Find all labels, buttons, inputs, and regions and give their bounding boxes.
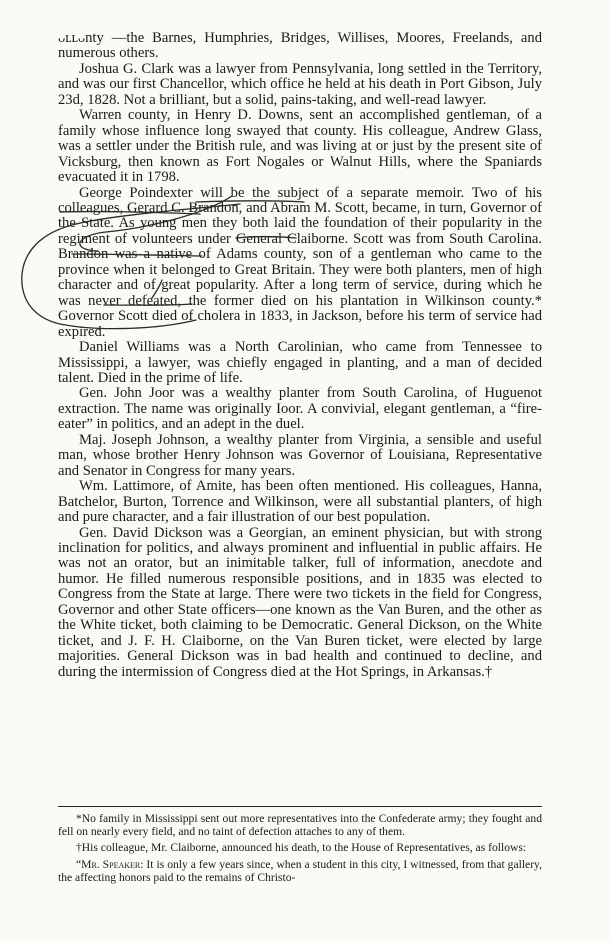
footnote-quote-speaker: “Mr. Speaker: <box>76 857 144 871</box>
footnote-divider <box>58 806 542 807</box>
footnote-quote-text: It is only a few years since, when a student in this city, I witnessed, from that gallery, the affecting honors paid to the remains of Christo- <box>58 857 542 884</box>
paragraph-lattimore: Wm. Lattimore, of Amite, has been often mentioned. His colleagues, Hanna, Batchelor, Burton, Torrence and Wilkinson, were all substantial planters, of high and pure character, and a fair illustration of our best population. <box>58 478 542 526</box>
paragraph-poindexter: George Poindexter will be the subject of a separate memoir. Two of his colleagues, Gerard C. Brandon, and Abram M. Scott, became, in turn, Governor of the State. As young men they both laid the foundation of their popularity in the regiment of volunteers under General Claiborne. Scott was from South Carolina. Brandon was a native of Adams county, son of a gentleman who came to the province when it belonged to Great Britain. They were both planters, men of high character and of great popularity. After a long term of service, during which he was never defeated, the former died on his plantation in Wilkinson county.* Governor Scott died of cholera in 1833, in Jackson, before his term of service had expired. <box>58 184 542 340</box>
paragraph-dickson: Gen. David Dickson was a Georgian, an eminent physician, but with strong inclination for politics, and always prominent and influential in public affairs. He was not an orator, but an inimitable talker, full of information, anecdote and humor. He filled numerous responsible positions, and in 1835 was elected to Congress from the State at large. There were two tickets in the field for Congress, Governor and other State officers—one known as the Van Buren, and the other as the White ticket, both claiming to be Democratic. General Dickson, on the White ticket, and J. F. H. Claiborne, on the Van Buren ticket, were elected by large majorities. General Dickson was in bad health and continued to decline, and during the intermission of Congress died at the Hot Springs, in Arkansas.† <box>58 524 542 680</box>
footnote-dagger: †His colleague, Mr. Claiborne, announced his death, to the House of Representatives, as follows: <box>76 841 527 855</box>
body-text <box>58 31 542 680</box>
footnote-asterisk: *No family in Mississippi sent out more representatives into the Confederate army; they fought and fell on nearly every field, and no taint of defection attaches to any of them. <box>58 812 542 839</box>
paragraph-williams: Daniel Williams was a North Carolinian, who came from Tennessee to Mississippi, a lawyer, was chiefly engaged in planting, and a man of decided talent. Died in the prime of life. <box>58 339 542 386</box>
paragraph-warren: Warren county, in Henry D. Downs, sent an accomplished gentleman, of a family whose influence long swayed that county. His colleague, Andrew Glass, was a settler under the British rule, and was living at or just by the present site of Vicksburg, then known as Fort Nogales or Walnut Hills, where the Spaniards evacuated it in 1798. <box>58 107 542 186</box>
paragraph-johnson: Maj. Joseph Johnson, a wealthy planter from Virginia, a sensible and useful man, whose brother Henry Johnson was Governor of Louisiana, Representative and Senator in Congress for many years. <box>58 431 542 479</box>
paragraph-clark: Joshua G. Clark was a lawyer from Pennsylvania, long settled in the Territory, and was our first Chancellor, which office he held at his death in Port Gibson, July 23d, 1828. Not a brilliant, but a solid, pains-taking, and well-read lawyer. <box>58 60 542 108</box>
paragraph-fragment: ᴗʟʟᴗnty —the Barnes, Humphries, Bridges, Willises, Moores, Freelands, and numerous others. <box>58 30 542 62</box>
footnotes <box>58 812 542 887</box>
paragraph-joor: Gen. John Joor was a wealthy planter from South Carolina, of Huguenot extraction. The name was originally Ioor. A convivial, elegant gentleman, a “fire-eater” in politics, and an adept in the duel. <box>58 385 542 433</box>
footnote-quote <box>58 858 542 884</box>
